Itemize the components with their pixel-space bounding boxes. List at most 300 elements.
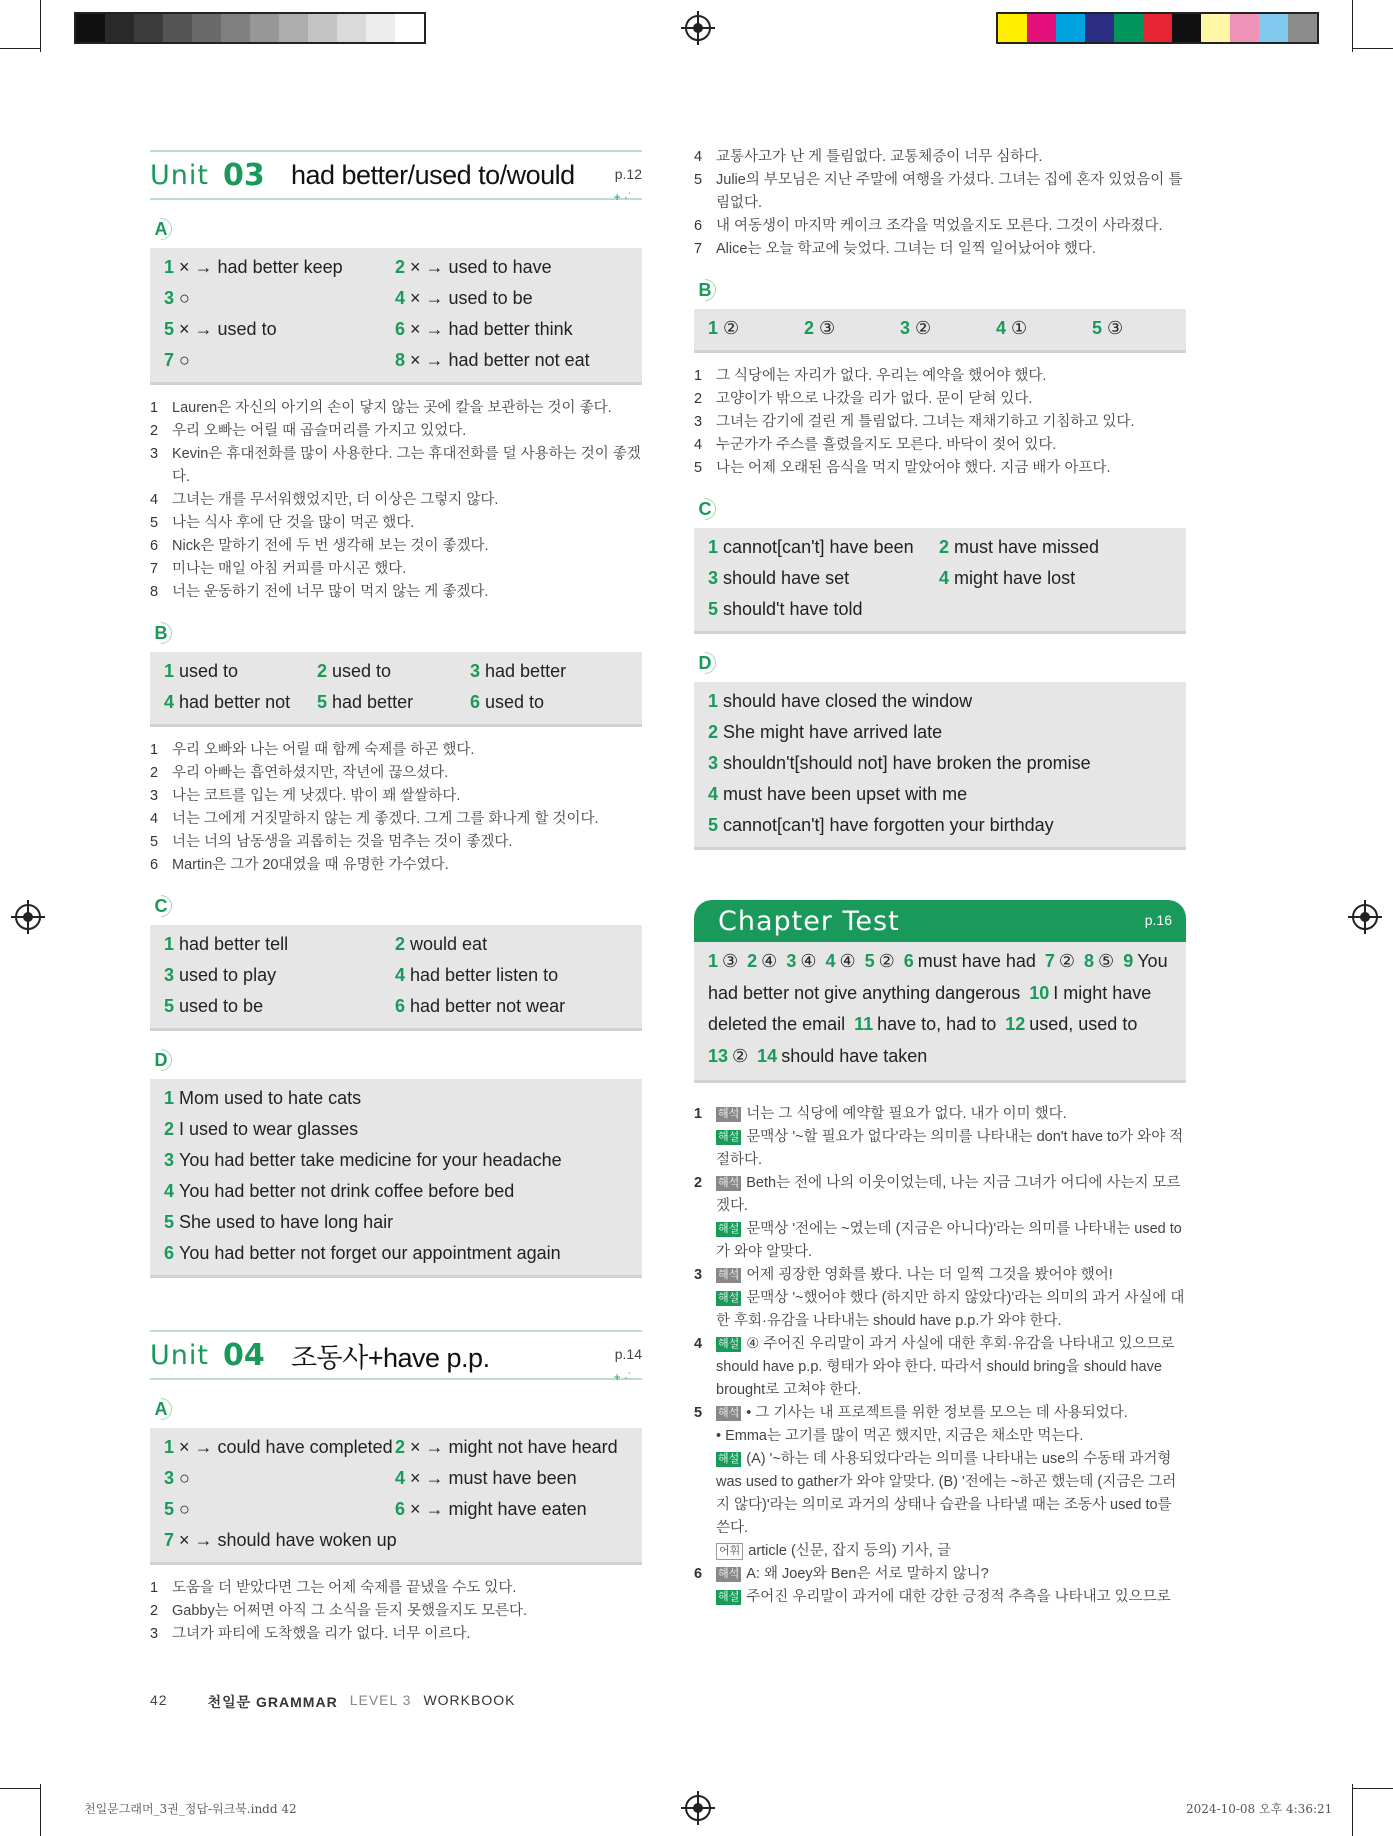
translation-item — [150, 558, 642, 581]
answer-item — [395, 996, 626, 1017]
answer-row — [164, 1494, 628, 1525]
answer-item — [164, 257, 395, 278]
answer-number: 5 — [708, 599, 719, 619]
item-number — [694, 1425, 716, 1448]
answer-text: had better not wear — [410, 996, 566, 1016]
color-swatch — [395, 14, 424, 42]
color-swatch — [192, 14, 221, 42]
explanation-body: article (신문, 잡지 등의) 기사, 글 — [748, 1543, 951, 1559]
answer-number: 11 — [854, 1014, 874, 1034]
explanation-text — [716, 1126, 1186, 1172]
answer-box — [150, 925, 642, 1031]
answer-text: had better not — [179, 692, 291, 712]
slug-date: 2024-10-08 오후 4:36:21 — [1186, 1802, 1333, 1816]
item-number: 6 — [694, 1566, 703, 1582]
section-label-c: C — [145, 890, 176, 921]
registration-mark-icon — [15, 904, 41, 930]
page-number: 42 — [150, 1692, 168, 1708]
answer-box — [150, 652, 642, 727]
answer-text: used to — [485, 692, 545, 712]
chapter-test-answers — [694, 942, 1186, 1083]
answer-row — [164, 1114, 628, 1145]
answer-number: 3 — [164, 965, 175, 985]
explanation-text — [716, 1540, 1186, 1563]
answer-row — [164, 1145, 628, 1176]
label-tag: 해설 — [718, 1591, 740, 1603]
answer-box — [694, 682, 1186, 850]
explanation-item — [694, 1126, 1186, 1172]
item-number — [694, 1218, 716, 1264]
translation-text: Martin은 그가 20대였을 때 유명한 가수였다. — [172, 857, 449, 873]
item-number: 7 — [150, 561, 159, 577]
answer-text: should have closed the window — [723, 691, 973, 711]
answer-item — [939, 568, 1170, 589]
explanation-body: 너는 그 식당에 예약할 필요가 없다. 내가 이미 했다. — [746, 1106, 1067, 1122]
answer-number: 1 — [708, 537, 719, 557]
item-number: 4 — [150, 492, 159, 508]
answer-text: should have taken — [781, 1045, 928, 1066]
answer-row — [164, 1238, 628, 1269]
crop-mark — [0, 1788, 40, 1789]
explanation-body: ④ 주어진 우리말이 과거 사실에 대한 후회·유감을 나타내고 있으므로 should have p.p. 형태가 와야 한다. 따라서 should bring을 should have brought로 고쳐야 한다. — [716, 1336, 1175, 1398]
answer-number: 7 — [1044, 951, 1055, 971]
color-swatch — [1114, 14, 1143, 42]
answer-box — [694, 528, 1186, 634]
explanation-text — [716, 1172, 1186, 1218]
answer-item — [164, 996, 395, 1017]
color-swatch — [163, 14, 192, 42]
color-swatch — [76, 14, 105, 42]
translation-item — [694, 365, 1186, 388]
translation-item — [694, 169, 1186, 215]
item-number: 6 — [694, 218, 703, 234]
color-swatch — [1172, 14, 1201, 42]
answer-item — [164, 1499, 395, 1520]
translation-text: 교통사고가 난 게 틀림없다. 교통체증이 너무 심하다. — [716, 149, 1043, 165]
answer-text: × → had better think — [410, 319, 573, 339]
unit-title: had better/used to/would — [290, 159, 575, 190]
answer-item — [164, 288, 395, 309]
explanation-text — [716, 1425, 1186, 1448]
item-number: 5 — [694, 172, 703, 188]
answer-text: used to play — [179, 965, 277, 985]
translation-item — [150, 831, 642, 854]
answer-number: 2 — [164, 1119, 175, 1139]
item-number: 2 — [694, 391, 703, 407]
answer-number: 14 — [757, 1045, 778, 1066]
answer-item — [470, 661, 623, 682]
answer-text: × → used to be — [410, 288, 533, 308]
answer-text: She might have arrived late — [723, 722, 943, 742]
translation-item — [150, 535, 642, 558]
answer-row — [164, 1432, 628, 1463]
plus-icon: + ·˙ — [613, 190, 632, 204]
color-swatch — [250, 14, 279, 42]
explanation-text — [716, 1333, 1186, 1402]
answer-text: ④ — [839, 951, 856, 971]
translation-text: 그녀는 개를 무서워했었지만, 더 이상은 그렇지 않다. — [172, 492, 499, 508]
answer-text: × → had better keep — [179, 257, 343, 277]
item-number: 5 — [694, 1405, 703, 1421]
label-tag: 해설 — [718, 1292, 740, 1304]
color-swatch — [134, 14, 163, 42]
answer-item — [395, 257, 626, 278]
crop-mark — [1352, 1784, 1353, 1836]
answer-number: 4 — [395, 1468, 406, 1488]
translation-item — [150, 808, 642, 831]
answer-text: should have set — [723, 568, 850, 588]
explanation-item — [694, 1563, 1186, 1586]
answer-box — [150, 1428, 642, 1565]
answer-row — [164, 929, 628, 960]
translation-item — [150, 581, 642, 604]
answer-text: × → might not have heard — [410, 1437, 618, 1457]
translation-list — [150, 397, 642, 604]
translation-item — [150, 489, 642, 512]
answer-number: 4 — [164, 1181, 175, 1201]
answer-row — [708, 810, 1172, 841]
translation-text: Alice는 오늘 학교에 늦었다. 그녀는 더 일찍 일어났어야 했다. — [716, 241, 1096, 257]
answer-number: 2 — [939, 537, 950, 557]
answer-text: had better — [485, 661, 567, 681]
answer-item — [395, 288, 626, 309]
translation-item — [150, 739, 642, 762]
item-number: 1 — [694, 1106, 703, 1122]
translation-list — [694, 146, 1186, 261]
answer-item — [164, 319, 395, 340]
item-number: 3 — [150, 446, 159, 462]
answer-item — [708, 568, 939, 589]
translation-item — [694, 434, 1186, 457]
answer-box — [694, 309, 1186, 353]
translation-text: 그녀는 감기에 걸린 게 틀림없다. 그녀는 재채기하고 기침하고 있다. — [716, 414, 1135, 430]
answer-number: 1 — [164, 934, 175, 954]
translation-item — [150, 1577, 642, 1600]
color-swatch — [1201, 14, 1230, 42]
translation-text: 너는 운동하기 전에 너무 많이 먹지 않는 게 좋겠다. — [172, 584, 489, 600]
answer-text: ○ — [179, 1468, 190, 1488]
translation-text: 너는 그에게 거짓말하지 않는 게 좋겠다. 그게 그를 화나게 할 것이다. — [172, 811, 599, 827]
answer-row — [164, 991, 628, 1022]
chapter-test-title: Chapter Test — [718, 905, 900, 937]
explanation-body: Beth는 전에 나의 이웃이었는데, 나는 지금 그녀가 어디에 사는지 모르겠다. — [716, 1175, 1181, 1214]
item-number: 4 — [150, 811, 159, 827]
item-number: 1 — [150, 400, 159, 416]
answer-item — [164, 934, 395, 955]
answer-row — [708, 748, 1172, 779]
chapter-test-header — [694, 900, 1186, 942]
answer-item — [395, 934, 626, 955]
crop-mark — [0, 48, 40, 49]
answer-text: You had better not forget our appointment again — [179, 1243, 561, 1263]
unit-word: Unit — [150, 159, 209, 191]
explanation-item — [694, 1287, 1186, 1333]
explanation-item — [694, 1425, 1186, 1448]
cmyk-color-bar — [996, 12, 1319, 44]
translation-item — [694, 146, 1186, 169]
crop-mark — [1352, 0, 1353, 52]
translation-item — [150, 762, 642, 785]
translation-item — [150, 854, 642, 877]
grayscale-color-bar — [74, 12, 426, 44]
answer-text: × → might have eaten — [410, 1499, 587, 1519]
answer-item — [996, 318, 1092, 339]
answer-number: 3 — [470, 661, 481, 681]
answer-number: 3 — [164, 1468, 175, 1488]
answer-row — [708, 779, 1172, 810]
answer-row — [164, 687, 628, 718]
answer-item — [395, 965, 626, 986]
answer-number: 6 — [395, 1499, 406, 1519]
label-tag: 해설 — [718, 1338, 740, 1350]
answer-text: I used to wear glasses — [179, 1119, 359, 1139]
answer-item — [900, 318, 996, 339]
answer-row — [164, 1176, 628, 1207]
item-number: 5 — [150, 834, 159, 850]
color-swatch — [998, 14, 1027, 42]
answer-item — [317, 661, 470, 682]
answer-number: 10 — [1029, 982, 1050, 1003]
color-swatch — [337, 14, 366, 42]
answer-text: ○ — [179, 1499, 190, 1519]
answer-text: ④ — [800, 951, 817, 971]
label-tag: 해설 — [718, 1223, 740, 1235]
translation-item — [150, 1600, 642, 1623]
item-number — [694, 1448, 716, 1540]
answer-text: ⑤ — [1098, 951, 1115, 971]
answer-number: 5 — [164, 996, 175, 1016]
color-swatch — [1288, 14, 1317, 42]
answer-row — [164, 960, 628, 991]
translation-item — [694, 238, 1186, 261]
explanation-text — [716, 1563, 1186, 1586]
item-number: 6 — [150, 857, 159, 873]
section-label-a: A — [145, 213, 176, 244]
explanation-text — [716, 1402, 1186, 1425]
label-tag: 해석 — [718, 1269, 740, 1281]
explanation-body: 문맥상 '전에는 ~였는데 (지금은 아니다)'라는 의미를 나타내는 used to가 와야 알맞다. — [716, 1221, 1182, 1260]
answer-number: 6 — [164, 1243, 175, 1263]
color-swatch — [366, 14, 395, 42]
slug-filename: 천일문그래머_3권_정답-워크북.indd 42 — [84, 1802, 297, 1816]
translation-item — [150, 420, 642, 443]
explanation-item — [694, 1333, 1186, 1402]
answer-text: ② — [915, 318, 932, 338]
answer-text: might have lost — [954, 568, 1076, 588]
answer-item — [708, 318, 804, 339]
item-number: 2 — [694, 1175, 703, 1191]
answer-text: × → used to — [179, 319, 277, 339]
color-swatch — [1143, 14, 1172, 42]
answer-item — [395, 319, 626, 340]
answer-number: 5 — [164, 1212, 175, 1232]
answer-item — [470, 692, 623, 713]
unit-number: 04 — [222, 1337, 265, 1373]
answer-row — [164, 656, 628, 687]
answer-number: 6 — [395, 319, 406, 339]
explanation-body: A: 왜 Joey와 Ben은 서로 말하지 않니? — [746, 1566, 989, 1582]
answer-number: 1 — [164, 257, 175, 277]
item-number: 5 — [150, 515, 159, 531]
item-number: 1 — [150, 742, 159, 758]
answer-text: used to — [179, 661, 239, 681]
explanation-item — [694, 1218, 1186, 1264]
answer-number: 4 — [395, 965, 406, 985]
answer-row — [708, 594, 1172, 625]
crop-mark — [1352, 1788, 1393, 1789]
answer-text: shouldn't[should not] have broken the promise — [723, 753, 1091, 773]
answer-text: ○ — [179, 350, 190, 370]
answer-number: 4 — [825, 951, 836, 971]
answer-text: must have missed — [954, 537, 1100, 557]
explanation-item — [694, 1264, 1186, 1287]
answer-number: 5 — [164, 1499, 175, 1519]
color-swatch — [1259, 14, 1288, 42]
answer-number: 6 — [470, 692, 481, 712]
left-column — [150, 150, 642, 1646]
color-swatch — [221, 14, 250, 42]
answer-number: 2 — [395, 1437, 406, 1457]
answer-number: 3 — [786, 951, 797, 971]
translation-text: 도움을 더 받았다면 그는 어제 숙제를 끝냈을 수도 있다. — [172, 1580, 517, 1596]
translation-text: 그 식당에는 자리가 없다. 우리는 예약을 했어야 했다. — [716, 368, 1047, 384]
translation-text: 우리 아빠는 흡연하셨지만, 작년에 끊으셨다. — [172, 765, 449, 781]
translation-text: Lauren은 자신의 아기의 손이 닿지 않는 곳에 칼을 보관하는 것이 좋다. — [172, 400, 612, 416]
answer-number: 9 — [1123, 951, 1134, 971]
answer-text: ② — [723, 318, 740, 338]
explanation-text — [716, 1586, 1186, 1609]
unit-page-ref: p.14 — [614, 1346, 642, 1362]
explanation-body: • 그 기사는 내 프로젝트를 위한 정보를 모으는 데 사용되었다. — [746, 1405, 1128, 1421]
explanation-text — [716, 1448, 1186, 1540]
unit-04-header — [150, 1330, 642, 1384]
item-number: 7 — [694, 241, 703, 257]
color-swatch — [1230, 14, 1259, 42]
answer-number: 2 — [317, 661, 328, 681]
answer-row — [164, 1083, 628, 1114]
section-label-b: B — [145, 617, 176, 648]
answer-text: would eat — [410, 934, 488, 954]
color-swatch — [1085, 14, 1114, 42]
translation-list — [694, 365, 1186, 480]
label-tag: 해석 — [718, 1407, 740, 1419]
explanation-item — [694, 1540, 1186, 1563]
answer-text: You had better not give anything dangerous — [708, 951, 1168, 1003]
answer-row — [164, 314, 628, 345]
answer-text: ○ — [179, 288, 190, 308]
answer-row — [164, 252, 628, 283]
crop-mark — [40, 0, 41, 52]
answer-text: Mom used to hate cats — [179, 1088, 362, 1108]
section-label-c: C — [689, 493, 720, 524]
answer-number: 3 — [900, 318, 911, 338]
answer-number: 1 — [164, 661, 175, 681]
answer-box — [150, 248, 642, 385]
answer-number: 3 — [164, 1150, 175, 1170]
translation-item — [694, 411, 1186, 434]
answer-row — [164, 1207, 628, 1238]
answer-text: ① — [1011, 318, 1028, 338]
explanation-body: 문맥상 '~했어야 했다 (하지만 하지 않았다)'라는 의미의 과거 사실에 대한 후회·유감을 나타내는 should have p.p.가 와야 한다. — [716, 1290, 1185, 1329]
answer-number: 13 — [708, 1045, 729, 1066]
answer-text: × → could have completed — [179, 1437, 393, 1457]
answer-item — [164, 1530, 395, 1551]
translation-text: 너는 너의 남동생을 괴롭히는 것을 멈추는 것이 좋겠다. — [172, 834, 513, 850]
registration-mark-icon — [1352, 904, 1378, 930]
translation-text: 나는 코트를 입는 게 낫겠다. 밖이 꽤 쌀쌀하다. — [172, 788, 461, 804]
answer-text: ② — [878, 951, 895, 971]
answer-text: × → should have woken up — [179, 1530, 397, 1550]
answer-number: 4 — [708, 784, 719, 804]
answer-number: 1 — [708, 691, 719, 711]
item-number — [694, 1586, 716, 1609]
explanation-text — [716, 1218, 1186, 1264]
translation-item — [150, 397, 642, 420]
answer-item — [164, 965, 395, 986]
answer-text: cannot[can't] have been — [723, 537, 914, 557]
translation-text: 미나는 매일 아침 커피를 마시곤 했다. — [172, 561, 407, 577]
item-number — [694, 1540, 716, 1563]
answer-number: 2 — [747, 951, 758, 971]
answer-number: 1 — [708, 318, 719, 338]
translation-item — [694, 457, 1186, 480]
section-label-d: D — [145, 1044, 176, 1075]
answer-item — [317, 692, 470, 713]
footer-book: WORKBOOK — [423, 1692, 516, 1708]
answer-number: 4 — [164, 692, 175, 712]
translation-text: 고양이가 밖으로 나갔을 리가 없다. 문이 닫혀 있다. — [716, 391, 1033, 407]
explanation-text — [716, 1287, 1186, 1333]
answer-row — [164, 283, 628, 314]
chapter-test-explanations — [694, 1103, 1186, 1609]
answer-item — [395, 1437, 626, 1458]
label-tag: 어휘 — [716, 1543, 743, 1560]
registration-mark-icon — [685, 15, 711, 41]
answer-number: 2 — [804, 318, 815, 338]
item-number: 4 — [694, 149, 703, 165]
item-number: 2 — [150, 765, 159, 781]
answer-text: ③ — [819, 318, 836, 338]
unit-page-ref: p.12 — [614, 166, 642, 182]
crop-mark — [40, 1784, 41, 1836]
right-column — [694, 146, 1186, 1609]
item-number: 4 — [694, 437, 703, 453]
footer-brand: 천일문 GRAMMAR — [207, 1694, 338, 1710]
answer-text: used, used to — [1029, 1014, 1138, 1034]
answer-text: ② — [732, 1045, 749, 1066]
translation-list — [150, 1577, 642, 1646]
item-number: 4 — [694, 1336, 703, 1352]
answer-number: 1 — [164, 1437, 175, 1457]
item-number: 5 — [694, 460, 703, 476]
answer-item — [804, 318, 900, 339]
explanation-body: (A) '~하는 데 사용되었다'라는 의미를 나타내는 use의 수동태 과거형 was used to gather가 와야 알맞다. (B) '전에는 ~하곤 했는데 (지금은 그러지 않다)'라는 의미로 과거의 상태나 습관을 나타낼 때는 조동사 used to를 쓴다. — [716, 1451, 1177, 1536]
answer-number: 7 — [164, 350, 175, 370]
translation-text: 나는 어제 오래된 음식을 먹지 말았어야 했다. 지금 배가 아프다. — [716, 460, 1111, 476]
section-label-b: B — [689, 274, 720, 305]
answer-text: have to, had to — [877, 1014, 997, 1034]
label-tag: 해석 — [718, 1108, 740, 1120]
answer-text: used to — [332, 661, 392, 681]
answer-text: × → used to have — [410, 257, 552, 277]
explanation-item — [694, 1448, 1186, 1540]
translation-text: 그녀가 파티에 도착했을 리가 없다. 너무 이르다. — [172, 1626, 471, 1642]
answer-number: 2 — [708, 722, 719, 742]
answer-item — [939, 537, 1170, 558]
translation-item — [694, 215, 1186, 238]
item-number: 3 — [694, 414, 703, 430]
color-swatch — [105, 14, 134, 42]
